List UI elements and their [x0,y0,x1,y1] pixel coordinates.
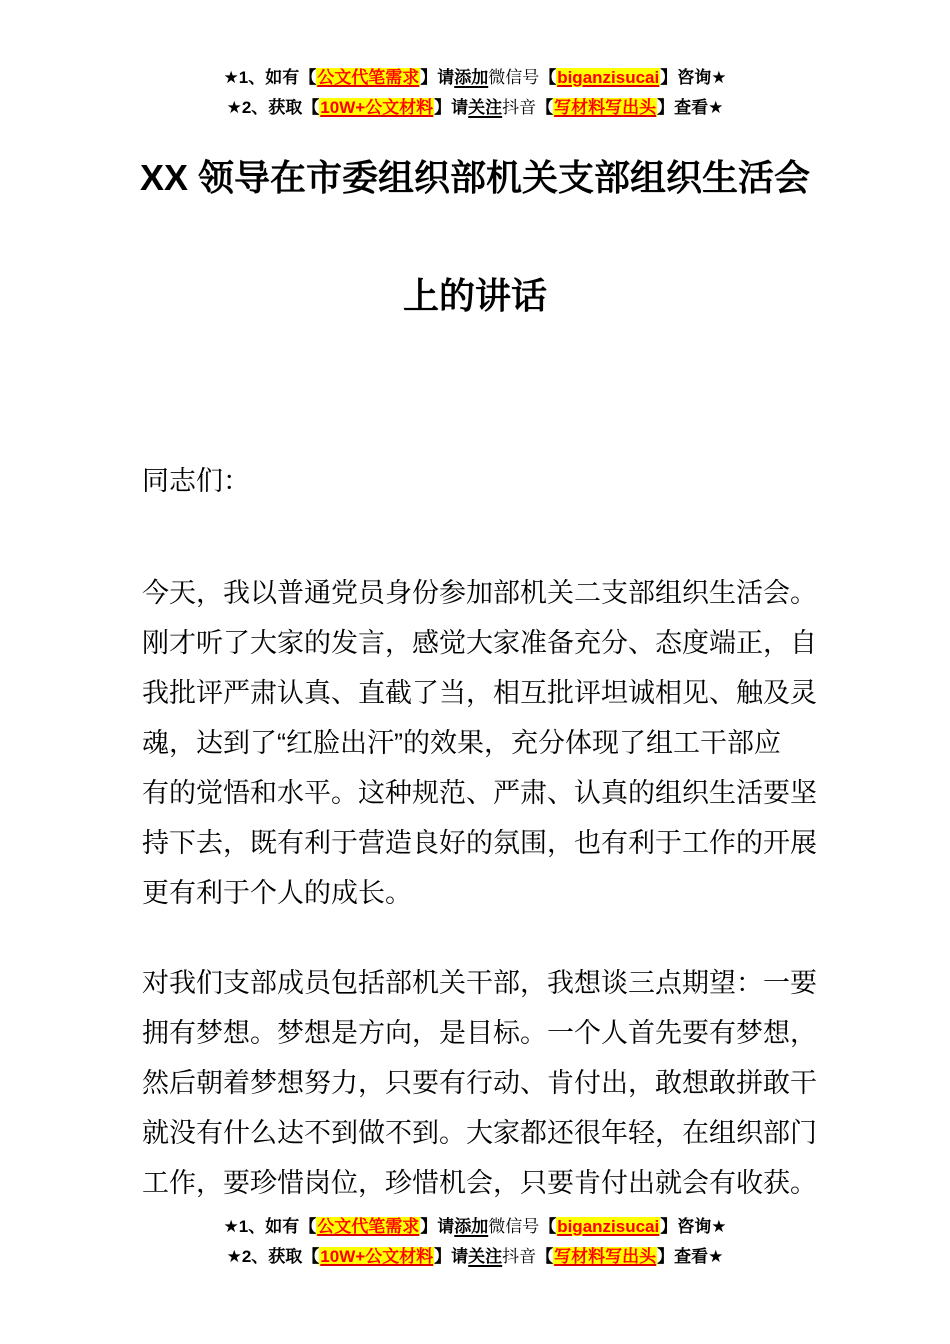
notice-highlight-service: 10W+公文材料 [320,1247,434,1266]
notice-open-bracket: 【 [539,1217,557,1236]
promo-footer-line-2 [0,1242,950,1272]
title-line-1: XX 领导在市委组织部机关支部组织生活会 [139,157,811,198]
notice-plain-text: 微信号 [488,1217,540,1236]
text-line: 然后朝着梦想努力，只要有行动、肯付出，敢想敢拼敢干 [142,1068,817,1098]
promo-header-line-1 [0,63,950,93]
notice-underlined-action: 添加 [454,1217,489,1236]
text-line: 魂，达到了“红脸出汗”的效果，充分体现了组工干部应 [142,728,781,758]
notice-open-bracket: 【 [536,98,554,117]
text-line: 工作，要珍惜岗位，珍惜机会，只要肯付出就会有收获。 [142,1168,817,1198]
notice-plain-text: 抖音 [502,1247,537,1266]
notice-douyin-account: 写材料写出头 [554,98,657,117]
promo-footer [0,1212,950,1272]
paragraph-2 [142,958,830,1208]
notice-wechat-id: biganzisucai [557,1217,660,1236]
notice-suffix: 】查看★ [657,1247,724,1266]
paragraph-1 [142,568,830,918]
notice-underlined-action: 添加 [454,68,489,87]
text-line: 对我们支部成员包括部机关干部，我想谈三点期望：一要 [142,968,817,998]
text-line: 更有利于个人的成长。 [142,878,412,908]
notice-open-bracket: 【 [539,68,557,87]
notice-suffix: 】咨询★ [660,68,727,87]
notice-after-highlight: 】请 [420,1217,455,1236]
title-line-2: 上的讲话 [402,275,547,316]
notice-after-highlight: 】请 [434,98,469,117]
text-line: 今天，我以普通党员身份参加部机关二支部组织生活会。 [142,578,817,608]
text-line: 刚才听了大家的发言，感觉大家准备充分、态度端正，自 [142,628,817,658]
notice-prefix: ★1、如有【 [223,68,317,87]
salutation: 同志们： [142,466,250,496]
document-body [142,456,830,1208]
document-title [0,153,950,321]
notice-plain-text: 抖音 [502,98,537,117]
promo-header [0,0,950,123]
notice-suffix: 】查看★ [657,98,724,117]
notice-open-bracket: 【 [536,1247,554,1266]
text-line: 拥有梦想。梦想是方向，是目标。一个人首先要有梦想， [142,1018,817,1048]
promo-footer-line-1 [0,1212,950,1242]
notice-prefix: ★2、获取【 [226,1247,320,1266]
notice-prefix: ★1、如有【 [223,1217,317,1236]
notice-douyin-account: 写材料写出头 [554,1247,657,1266]
notice-plain-text: 微信号 [488,68,540,87]
text-line: 有的觉悟和水平。这种规范、严肃、认真的组织生活要坚 [142,778,817,808]
notice-prefix: ★2、获取【 [226,98,320,117]
text-line: 持下去，既有利于营造良好的氛围，也有利于工作的开展 [142,828,817,858]
notice-highlight-service: 公文代笔需求 [317,1217,420,1236]
notice-underlined-action: 关注 [468,1247,503,1266]
notice-after-highlight: 】请 [420,68,455,87]
notice-underlined-action: 关注 [468,98,503,117]
notice-highlight-service: 10W+公文材料 [320,98,434,117]
notice-after-highlight: 】请 [434,1247,469,1266]
notice-suffix: 】咨询★ [660,1217,727,1236]
notice-highlight-service: 公文代笔需求 [317,68,420,87]
promo-header-line-2 [0,93,950,123]
notice-wechat-id: biganzisucai [557,68,660,87]
text-line: 我批评严肃认真、直截了当，相互批评坦诚相见、触及灵 [142,678,817,708]
text-line: 就没有什么达不到做不到。大家都还很年轻，在组织部门 [142,1118,817,1148]
